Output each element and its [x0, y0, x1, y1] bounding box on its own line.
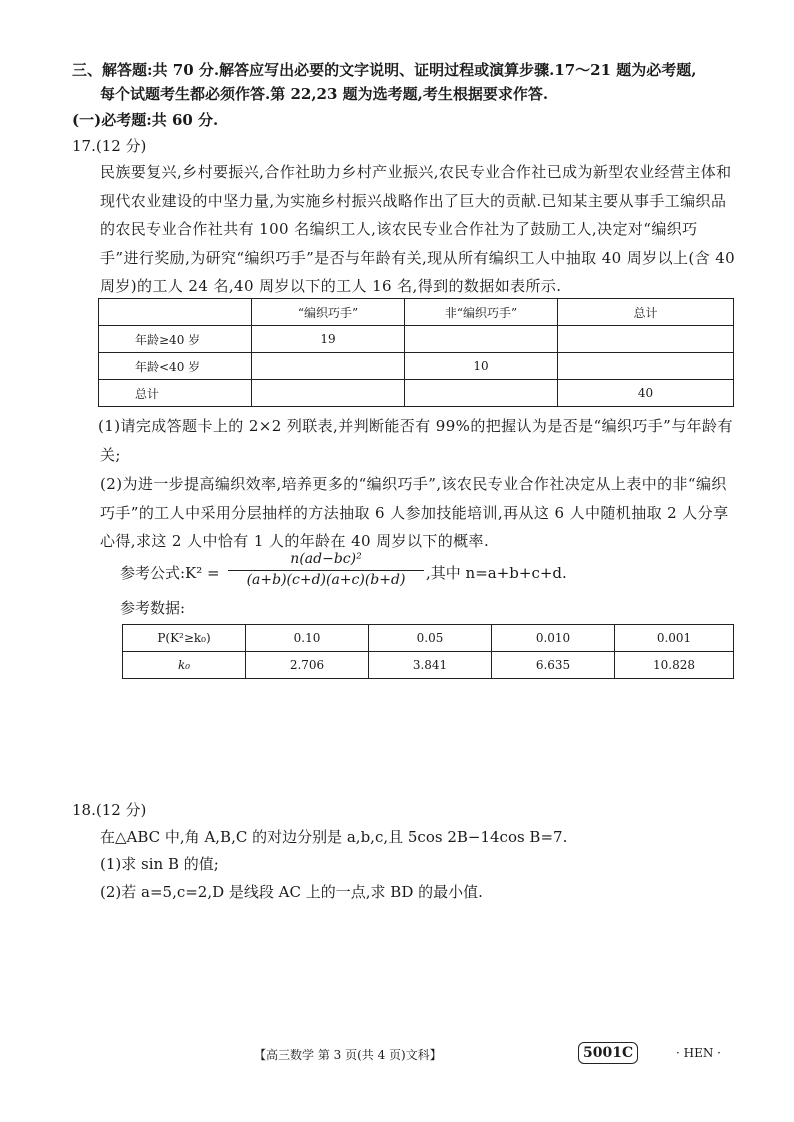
- footer-page-info: 【高三数学 第 3 页(共 4 页)文科】: [254, 1048, 442, 1062]
- formula-tail: ,其中 n=a+b+c+d.: [426, 564, 567, 582]
- q18-line1: 在△ABC 中,角 A,B,C 的对边分别是 a,b,c,且 5cos 2B−14cos B=7.: [100, 828, 568, 846]
- footer-tag: · HEN ·: [676, 1046, 721, 1060]
- table-header-cell: 非“编织巧手”: [405, 299, 558, 326]
- table-cell: 40: [558, 380, 734, 407]
- q17-sub1: (1)请完成答题卡上的 2×2 列联表,并判断能否有 99%的把握认为是否是“编织巧手”与年龄有关;: [98, 417, 733, 464]
- formula-denominator: (a+b)(c+d)(a+c)(b+d): [246, 572, 406, 588]
- table-row: [99, 380, 734, 407]
- table-cell: P(K²≥k₀): [123, 625, 246, 652]
- table-cell: [252, 353, 405, 380]
- table-cell: [252, 380, 405, 407]
- formula-label: 参考公式:K² =: [120, 564, 220, 582]
- q17-body: 民族要复兴,乡村要振兴,合作社助力乡村产业振兴,农民专业合作社已成为新型农业经营主体和现代农业建设的中坚力量,为实施乡村振兴战略作出了巨大的贡献.已知某主要从事手工编织品的农民专业合作社共有 100 名编织工人,该农民专业合作社为了鼓励工人,决定对“编织巧手”进行奖励,为研究“编织巧手”是否与年龄有关,现从所有编织工人中抽取 40 周岁以上(含 40 周岁)的工人 24 名,40 周岁以下的工人 16 名,得到的数据如表所示.: [100, 163, 736, 296]
- table-cell: 总计: [99, 380, 252, 407]
- table-cell: [405, 326, 558, 353]
- table-cell: 10: [405, 353, 558, 380]
- table-cell: [558, 353, 734, 380]
- table-header-cell: “编织巧手”: [252, 299, 405, 326]
- reference-data-table: [122, 624, 734, 679]
- table-cell: 0.010: [492, 625, 615, 652]
- fraction-bar: [228, 570, 424, 571]
- q18-header: 18.(12 分): [72, 801, 147, 819]
- section-instructions-line2: 每个试题考生都必须作答.第 22,23 题为选考题,考生根据要求作答.: [100, 85, 549, 103]
- table-cell: 0.001: [615, 625, 734, 652]
- table-cell: 2.706: [246, 652, 369, 679]
- contingency-table: [98, 298, 734, 407]
- exam-code-badge: 5001C: [578, 1042, 638, 1064]
- table-cell: 10.828: [615, 652, 734, 679]
- table-cell: 年龄≥40 岁: [99, 326, 252, 353]
- table-cell: k₀: [123, 652, 246, 679]
- q18-sub2: (2)若 a=5,c=2,D 是线段 AC 上的一点,求 BD 的最小值.: [100, 883, 483, 901]
- q17-header: 17.(12 分): [72, 137, 147, 155]
- table-cell: [558, 326, 734, 353]
- table-cell: 6.635: [492, 652, 615, 679]
- section-instructions-line1: 三、解答题:共 70 分.解答应写出必要的文字说明、证明过程或演算步骤.17～21 题为必考题,: [72, 61, 697, 79]
- reference-data-label: 参考数据:: [120, 599, 186, 617]
- table-cell: 3.841: [369, 652, 492, 679]
- part-one-heading: (一)必考题:共 60 分.: [72, 111, 219, 129]
- table-row: [99, 353, 734, 380]
- table-cell: 年龄<40 岁: [99, 353, 252, 380]
- table-cell: 0.10: [246, 625, 369, 652]
- table-header-cell: [99, 299, 252, 326]
- table-cell: 0.05: [369, 625, 492, 652]
- table-cell: 19: [252, 326, 405, 353]
- table-row: [99, 326, 734, 353]
- formula-numerator: n(ad−bc)²: [290, 551, 362, 567]
- table-row: [99, 299, 734, 326]
- table-cell: [405, 380, 558, 407]
- q18-sub1: (1)求 sin B 的值;: [100, 855, 219, 873]
- table-row: [123, 652, 734, 679]
- table-row: [123, 625, 734, 652]
- table-header-cell: 总计: [558, 299, 734, 326]
- q17-sub2: (2)为进一步提高编织效率,培养更多的“编织巧手”,该农民专业合作社决定从上表中的非“编织巧手”的工人中采用分层抽样的方法抽取 6 人参加技能培训,再从这 6 人中随机抽取 2 人分享心得,求这 2 人中恰有 1 人的年龄在 40 周岁以下的概率.: [100, 475, 729, 551]
